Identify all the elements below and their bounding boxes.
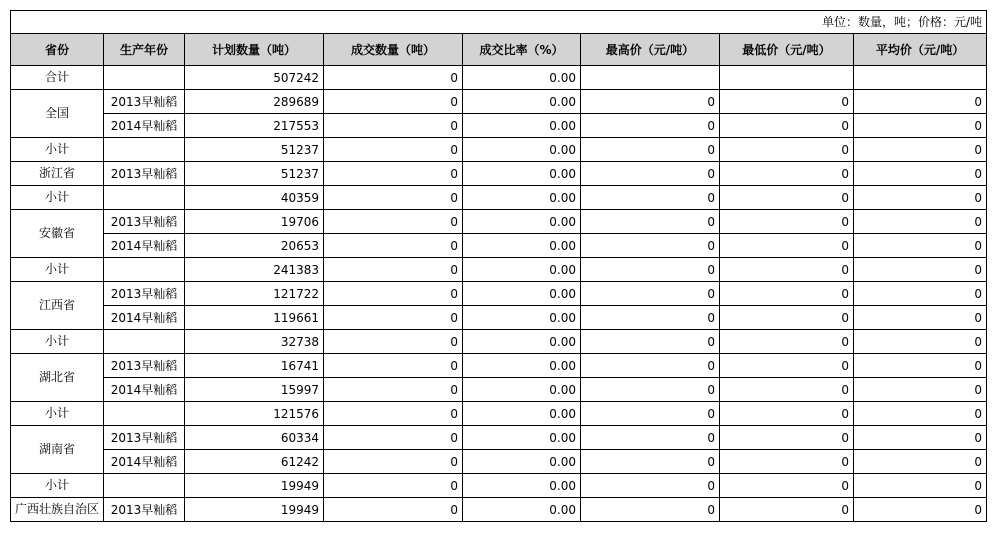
cell-year: 2013早籼稻 xyxy=(104,426,185,450)
cell-province: 小计 xyxy=(11,186,104,210)
cell-high-price: 0 xyxy=(581,186,720,210)
cell-low-price: 0 xyxy=(720,330,854,354)
cell-year: 2013早籼稻 xyxy=(104,498,185,522)
cell-year: 2014早籼稻 xyxy=(104,378,185,402)
cell-low-price: 0 xyxy=(720,90,854,114)
cell-year xyxy=(104,330,185,354)
cell-province: 合计 xyxy=(11,66,104,90)
cell-deal-qty: 0 xyxy=(324,234,463,258)
cell-plan-qty: 241383 xyxy=(185,258,324,282)
cell-year: 2013早籼稻 xyxy=(104,354,185,378)
cell-deal-qty: 0 xyxy=(324,378,463,402)
table-row xyxy=(11,114,987,138)
cell-deal-qty: 0 xyxy=(324,186,463,210)
cell-avg-price: 0 xyxy=(854,282,987,306)
cell-low-price: 0 xyxy=(720,378,854,402)
cell-deal-ratio: 0.00 xyxy=(463,354,581,378)
cell-low-price: 0 xyxy=(720,450,854,474)
table-row xyxy=(11,354,987,378)
cell-avg-price: 0 xyxy=(854,330,987,354)
cell-province: 江西省 xyxy=(11,282,104,330)
cell-low-price: 0 xyxy=(720,114,854,138)
table-row xyxy=(11,66,987,90)
cell-low-price: 0 xyxy=(720,474,854,498)
table-row xyxy=(11,234,987,258)
cell-plan-qty: 507242 xyxy=(185,66,324,90)
header-avg-price: 平均价（元/吨） xyxy=(854,34,987,66)
cell-deal-qty: 0 xyxy=(324,354,463,378)
cell-plan-qty: 61242 xyxy=(185,450,324,474)
cell-plan-qty: 40359 xyxy=(185,186,324,210)
auction-results-table xyxy=(10,10,987,522)
cell-year xyxy=(104,186,185,210)
cell-avg-price: 0 xyxy=(854,186,987,210)
header-row xyxy=(11,34,987,66)
table-row xyxy=(11,402,987,426)
table-row xyxy=(11,138,987,162)
cell-high-price: 0 xyxy=(581,450,720,474)
cell-avg-price: 0 xyxy=(854,450,987,474)
cell-high-price: 0 xyxy=(581,282,720,306)
cell-province: 广西壮族自治区 xyxy=(11,498,104,522)
cell-plan-qty: 16741 xyxy=(185,354,324,378)
cell-low-price: 0 xyxy=(720,282,854,306)
cell-plan-qty: 217553 xyxy=(185,114,324,138)
cell-year: 2013早籼稻 xyxy=(104,282,185,306)
cell-plan-qty: 60334 xyxy=(185,426,324,450)
cell-avg-price: 0 xyxy=(854,258,987,282)
cell-low-price: 0 xyxy=(720,234,854,258)
cell-deal-ratio: 0.00 xyxy=(463,114,581,138)
cell-deal-ratio: 0.00 xyxy=(463,186,581,210)
table-row xyxy=(11,330,987,354)
unit-row xyxy=(11,11,987,34)
cell-year xyxy=(104,474,185,498)
cell-plan-qty: 20653 xyxy=(185,234,324,258)
cell-avg-price: 0 xyxy=(854,426,987,450)
table-row xyxy=(11,90,987,114)
table-row xyxy=(11,162,987,186)
cell-year: 2013早籼稻 xyxy=(104,162,185,186)
cell-high-price: 0 xyxy=(581,234,720,258)
cell-high-price: 0 xyxy=(581,474,720,498)
cell-province: 安徽省 xyxy=(11,210,104,258)
cell-deal-ratio: 0.00 xyxy=(463,426,581,450)
cell-plan-qty: 32738 xyxy=(185,330,324,354)
cell-plan-qty: 19949 xyxy=(185,474,324,498)
cell-low-price: 0 xyxy=(720,162,854,186)
cell-avg-price xyxy=(854,66,987,90)
cell-high-price: 0 xyxy=(581,114,720,138)
cell-plan-qty: 121576 xyxy=(185,402,324,426)
cell-deal-qty: 0 xyxy=(324,474,463,498)
cell-low-price: 0 xyxy=(720,186,854,210)
cell-avg-price: 0 xyxy=(854,354,987,378)
header-province: 省份 xyxy=(11,34,104,66)
cell-deal-ratio: 0.00 xyxy=(463,330,581,354)
table-row xyxy=(11,474,987,498)
cell-deal-ratio: 0.00 xyxy=(463,282,581,306)
table-row xyxy=(11,378,987,402)
cell-deal-qty: 0 xyxy=(324,282,463,306)
cell-plan-qty: 119661 xyxy=(185,306,324,330)
cell-deal-ratio: 0.00 xyxy=(463,210,581,234)
table-row xyxy=(11,450,987,474)
cell-deal-ratio: 0.00 xyxy=(463,258,581,282)
cell-high-price: 0 xyxy=(581,498,720,522)
cell-avg-price: 0 xyxy=(854,378,987,402)
cell-high-price: 0 xyxy=(581,138,720,162)
cell-deal-ratio: 0.00 xyxy=(463,474,581,498)
cell-high-price: 0 xyxy=(581,306,720,330)
cell-low-price: 0 xyxy=(720,426,854,450)
cell-low-price: 0 xyxy=(720,210,854,234)
cell-deal-qty: 0 xyxy=(324,426,463,450)
cell-high-price: 0 xyxy=(581,330,720,354)
table-row xyxy=(11,186,987,210)
cell-deal-qty: 0 xyxy=(324,210,463,234)
cell-high-price xyxy=(581,66,720,90)
cell-low-price xyxy=(720,66,854,90)
cell-year xyxy=(104,258,185,282)
cell-province: 浙江省 xyxy=(11,162,104,186)
table-row xyxy=(11,258,987,282)
cell-year: 2014早籼稻 xyxy=(104,306,185,330)
cell-low-price: 0 xyxy=(720,258,854,282)
cell-deal-ratio: 0.00 xyxy=(463,498,581,522)
cell-province: 小计 xyxy=(11,330,104,354)
cell-avg-price: 0 xyxy=(854,498,987,522)
cell-avg-price: 0 xyxy=(854,210,987,234)
header-deal-qty: 成交数量（吨） xyxy=(324,34,463,66)
cell-high-price: 0 xyxy=(581,402,720,426)
header-low-price: 最低价（元/吨） xyxy=(720,34,854,66)
header-year: 生产年份 xyxy=(104,34,185,66)
cell-deal-qty: 0 xyxy=(324,330,463,354)
cell-province: 小计 xyxy=(11,402,104,426)
cell-plan-qty: 15997 xyxy=(185,378,324,402)
cell-low-price: 0 xyxy=(720,138,854,162)
cell-plan-qty: 51237 xyxy=(185,138,324,162)
table-row xyxy=(11,306,987,330)
cell-avg-price: 0 xyxy=(854,474,987,498)
table-row xyxy=(11,282,987,306)
cell-high-price: 0 xyxy=(581,162,720,186)
cell-deal-qty: 0 xyxy=(324,138,463,162)
cell-deal-ratio: 0.00 xyxy=(463,90,581,114)
cell-avg-price: 0 xyxy=(854,90,987,114)
cell-deal-qty: 0 xyxy=(324,66,463,90)
cell-plan-qty: 51237 xyxy=(185,162,324,186)
cell-year: 2014早籼稻 xyxy=(104,450,185,474)
cell-province: 湖北省 xyxy=(11,354,104,402)
cell-low-price: 0 xyxy=(720,402,854,426)
cell-plan-qty: 289689 xyxy=(185,90,324,114)
cell-plan-qty: 121722 xyxy=(185,282,324,306)
cell-high-price: 0 xyxy=(581,378,720,402)
cell-deal-qty: 0 xyxy=(324,90,463,114)
cell-plan-qty: 19706 xyxy=(185,210,324,234)
unit-note: 单位：数量，吨；价格：元/吨 xyxy=(11,11,987,34)
cell-low-price: 0 xyxy=(720,306,854,330)
cell-high-price: 0 xyxy=(581,258,720,282)
cell-deal-qty: 0 xyxy=(324,498,463,522)
cell-year: 2014早籼稻 xyxy=(104,114,185,138)
table-row xyxy=(11,498,987,522)
cell-deal-ratio: 0.00 xyxy=(463,402,581,426)
cell-province: 全国 xyxy=(11,90,104,138)
table-row xyxy=(11,426,987,450)
cell-province: 小计 xyxy=(11,258,104,282)
cell-deal-qty: 0 xyxy=(324,258,463,282)
cell-deal-ratio: 0.00 xyxy=(463,450,581,474)
cell-high-price: 0 xyxy=(581,354,720,378)
cell-plan-qty: 19949 xyxy=(185,498,324,522)
cell-deal-ratio: 0.00 xyxy=(463,138,581,162)
cell-low-price: 0 xyxy=(720,354,854,378)
cell-low-price: 0 xyxy=(720,498,854,522)
cell-high-price: 0 xyxy=(581,90,720,114)
cell-deal-ratio: 0.00 xyxy=(463,234,581,258)
cell-avg-price: 0 xyxy=(854,162,987,186)
cell-deal-ratio: 0.00 xyxy=(463,162,581,186)
cell-high-price: 0 xyxy=(581,210,720,234)
cell-deal-ratio: 0.00 xyxy=(463,66,581,90)
cell-deal-qty: 0 xyxy=(324,402,463,426)
cell-avg-price: 0 xyxy=(854,234,987,258)
cell-avg-price: 0 xyxy=(854,138,987,162)
cell-deal-qty: 0 xyxy=(324,162,463,186)
cell-province: 小计 xyxy=(11,138,104,162)
cell-year xyxy=(104,402,185,426)
cell-deal-qty: 0 xyxy=(324,114,463,138)
cell-province: 湖南省 xyxy=(11,426,104,474)
header-deal-ratio: 成交比率（%） xyxy=(463,34,581,66)
cell-year: 2013早籼稻 xyxy=(104,90,185,114)
cell-year xyxy=(104,138,185,162)
cell-avg-price: 0 xyxy=(854,114,987,138)
cell-year: 2014早籼稻 xyxy=(104,234,185,258)
header-plan-qty: 计划数量（吨） xyxy=(185,34,324,66)
table-row xyxy=(11,210,987,234)
cell-avg-price: 0 xyxy=(854,306,987,330)
cell-deal-ratio: 0.00 xyxy=(463,378,581,402)
cell-year: 2013早籼稻 xyxy=(104,210,185,234)
cell-deal-qty: 0 xyxy=(324,306,463,330)
cell-avg-price: 0 xyxy=(854,402,987,426)
cell-deal-ratio: 0.00 xyxy=(463,306,581,330)
cell-year xyxy=(104,66,185,90)
cell-high-price: 0 xyxy=(581,426,720,450)
header-high-price: 最高价（元/吨） xyxy=(581,34,720,66)
cell-province: 小计 xyxy=(11,474,104,498)
cell-deal-qty: 0 xyxy=(324,450,463,474)
